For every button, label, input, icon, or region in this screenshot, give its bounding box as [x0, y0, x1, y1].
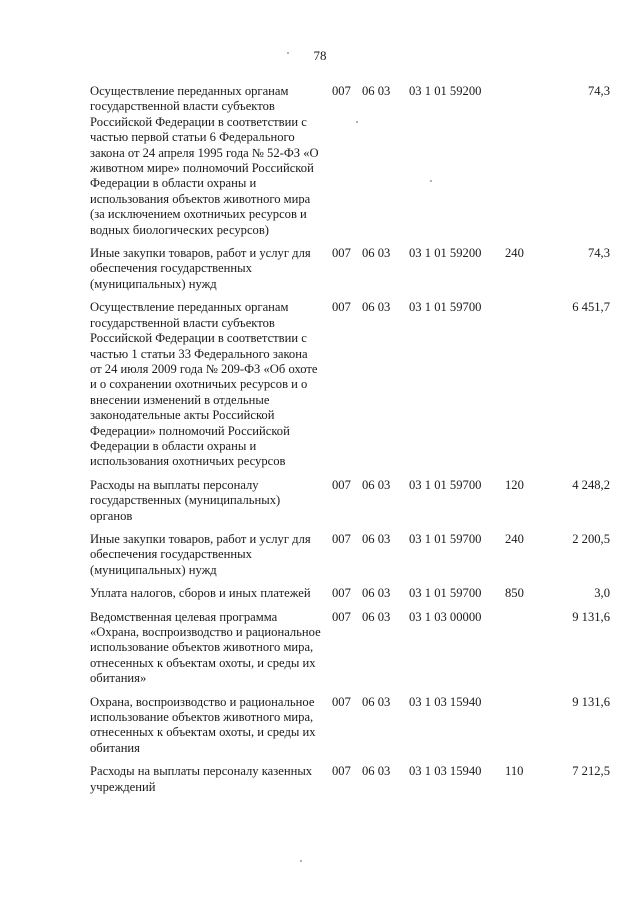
table-row	[90, 586, 610, 601]
ministry-code: 007	[332, 694, 351, 709]
scan-speck	[300, 860, 302, 862]
section-code: 06 03	[362, 84, 391, 98]
amount: 74,3	[587, 84, 610, 98]
table-row	[90, 84, 610, 238]
row-description: Осуществление переданных органам государственной власти субъектов Российской Федерации в соответствии с частью первой статьи 6 Федерального закона от 24 апреля 1995 года № 52-ФЗ «О животном мире» полномочий Российской Федерации в области охраны и использования объектов животного мира (за исключением охотничьих ресурсов и водных биологических ресурсов)	[90, 84, 319, 237]
amount: 2 200,5	[572, 531, 610, 546]
table-row	[90, 246, 610, 292]
ministry-code: 007	[332, 586, 351, 601]
expense-type-code: 240	[505, 531, 524, 546]
table-row	[90, 695, 610, 757]
expense-type-code: 110	[505, 764, 524, 779]
row-description: Расходы на выплаты персоналу государственных (муниципальных) органов	[90, 477, 281, 523]
row-description: Иные закупки товаров, работ и услуг для обеспечения государственных (муниципальных) нужд	[90, 531, 311, 577]
section-code: 06 03	[362, 764, 391, 779]
row-description: Охрана, воспроизводство и рациональное использование объектов животного мира, отнесенных к объектам охоты, и среды их обитания	[90, 694, 316, 755]
scan-speck	[356, 121, 358, 123]
ministry-code: 007	[332, 764, 351, 779]
amount: 4 248,2	[572, 477, 610, 492]
ministry-code: 007	[332, 84, 351, 98]
amount: 9 131,6	[572, 609, 610, 624]
ministry-code: 007	[332, 531, 351, 546]
table-row	[90, 610, 610, 687]
section-code: 06 03	[362, 586, 391, 601]
section-code: 06 03	[362, 609, 391, 624]
expense-type-code: 850	[505, 586, 524, 601]
ministry-code: 007	[332, 300, 351, 315]
target-article-code: 03 1 03 15940	[409, 694, 482, 709]
page-number: 78	[313, 48, 327, 63]
ministry-code: 007	[332, 609, 351, 624]
scan-speck	[287, 52, 289, 54]
row-description: Уплата налогов, сборов и иных платежей	[90, 586, 311, 601]
section-code: 06 03	[362, 300, 391, 315]
ministry-code: 007	[332, 477, 351, 492]
section-code: 06 03	[362, 694, 391, 709]
amount: 9 131,6	[572, 694, 610, 709]
row-description: Осуществление переданных органам государственной власти субъектов Российской Федерации в соответствии с частью 1 статьи 33 Федерального закона от 24 июля 2009 года № 209-ФЗ «Об охоте и о сохранении охотничьих ресурсов и о внесении изменений в отдельные законодательные акты Российской Федерации» полномочий Российской Федерации в области охраны и использования охотничьих ресурсов	[90, 300, 318, 469]
target-article-code: 03 1 03 15940	[409, 764, 482, 779]
section-code: 06 03	[362, 477, 391, 492]
budget-table	[90, 84, 610, 803]
target-article-code: 03 1 01 59200	[409, 246, 482, 261]
table-row	[90, 478, 610, 524]
row-description: Ведомственная целевая программа «Охрана, воспроизводство и рациональное использование объектов животного мира, отнесенных к объектам охоты, и среды их обитания»	[90, 609, 321, 686]
table-row	[90, 300, 610, 469]
scan-speck	[430, 180, 432, 182]
target-article-code: 03 1 01 59700	[409, 586, 482, 601]
row-description: Расходы на выплаты персоналу казенных учреждений	[90, 764, 313, 794]
amount: 7 212,5	[572, 764, 610, 779]
amount: 74,3	[587, 246, 610, 261]
table-row	[90, 764, 610, 795]
expense-type-code: 240	[505, 246, 524, 261]
table-row	[90, 532, 610, 578]
target-article-code: 03 1 01 59700	[409, 477, 482, 492]
ministry-code: 007	[332, 246, 351, 261]
expense-type-code: 120	[505, 477, 524, 492]
amount: 6 451,7	[572, 300, 610, 315]
target-article-code: 03 1 01 59200	[409, 84, 482, 98]
target-article-code: 03 1 01 59700	[409, 300, 482, 315]
row-description: Иные закупки товаров, работ и услуг для обеспечения государственных (муниципальных) нужд	[90, 246, 311, 291]
amount: 3,0	[594, 586, 610, 601]
target-article-code: 03 1 01 59700	[409, 531, 482, 546]
section-code: 06 03	[362, 246, 391, 261]
target-article-code: 03 1 03 00000	[409, 609, 482, 624]
section-code: 06 03	[362, 531, 391, 546]
